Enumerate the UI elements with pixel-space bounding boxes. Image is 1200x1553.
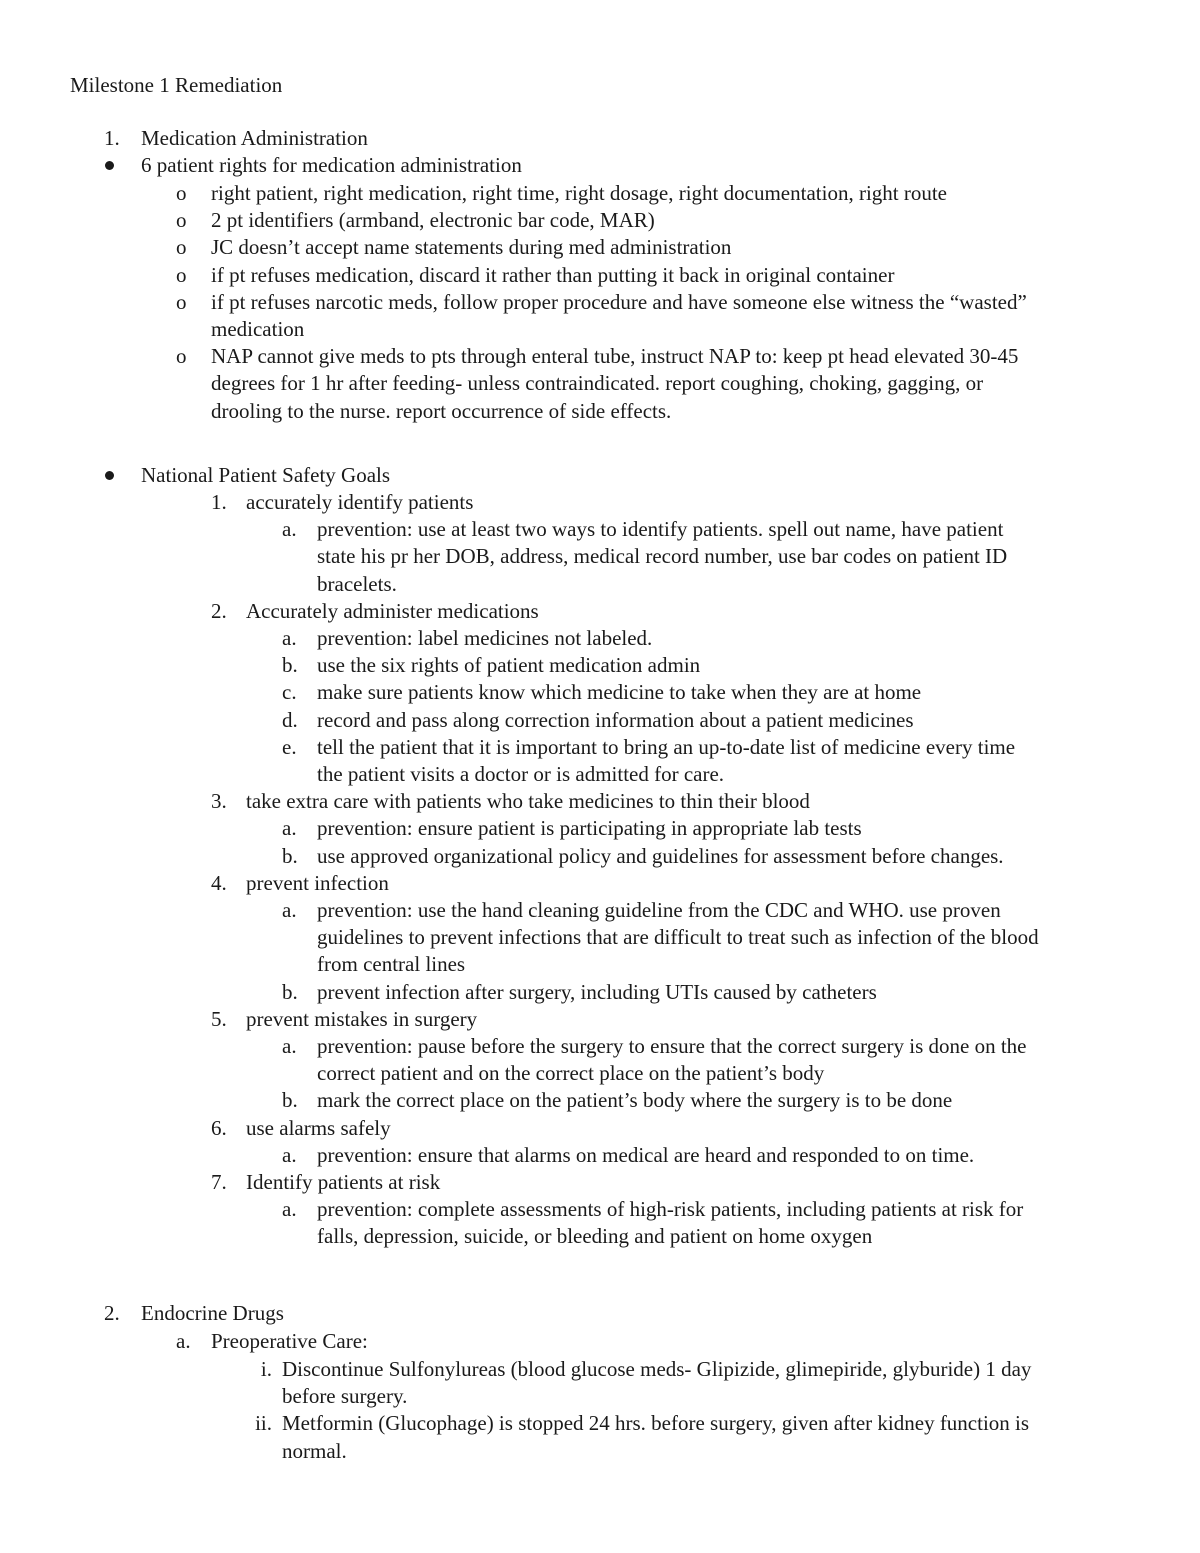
goal-sub-marker: a. <box>282 898 297 922</box>
section-2-number: 2. <box>104 1301 120 1325</box>
endocrine-item-text: Metformin (Glucophage) is stopped 24 hrs. before surgery, given after kidney function is <box>282 1411 1030 1435</box>
section-1-heading: Medication Administration <box>141 126 368 150</box>
goal-sub-text: correct patient and on the correct place on the patient’s body <box>317 1061 825 1085</box>
goal-text: take extra care with patients who take medicines to thin their blood <box>246 789 810 813</box>
goal-sub-text: prevention: label medicines not labeled. <box>317 626 653 650</box>
rights-item-text: right patient, right medication, right time, right dosage, right documentation, right route <box>211 181 948 205</box>
goal-sub-text: prevention: complete assessments of high-risk patients, including patients at risk for <box>317 1197 1024 1221</box>
goal-sub-text: tell the patient that it is important to bring an up-to-date list of medicine every time <box>317 735 1016 759</box>
section-2-heading: Endocrine Drugs <box>141 1301 284 1325</box>
goal-sub-text: guidelines to prevent infections that are difficult to treat such as infection of the blood <box>317 925 1039 949</box>
goal-sub-text: prevention: ensure patient is participating in appropriate lab tests <box>317 816 862 840</box>
goal-sub-marker: a. <box>282 1143 297 1167</box>
circle-bullet-icon: o <box>176 344 187 368</box>
npsg-label: National Patient Safety Goals <box>141 463 391 487</box>
goal-sub-text: make sure patients know which medicine to take when they are at home <box>317 680 922 704</box>
goal-sub-text: prevention: ensure that alarms on medical are heard and responded to on time. <box>317 1143 975 1167</box>
endocrine-item-marker: ii. <box>255 1411 272 1435</box>
goal-sub-text: state his pr her DOB, address, medical record number, use bar codes on patient ID <box>317 544 1008 568</box>
goal-sub-marker: a. <box>282 517 297 541</box>
section-2-sub-heading: Preoperative Care: <box>211 1329 368 1353</box>
goal-sub-marker: b. <box>282 1088 298 1112</box>
goal-sub-text: falls, depression, suicide, or bleeding and patient on home oxygen <box>317 1224 873 1248</box>
goal-sub-text: prevention: use the hand cleaning guideline from the CDC and WHO. use proven <box>317 898 1001 922</box>
bullet-icon <box>105 161 114 170</box>
goal-sub-text: use the six rights of patient medication admin <box>317 653 701 677</box>
goal-text: accurately identify patients <box>246 490 474 514</box>
section-1-number: 1. <box>104 126 120 150</box>
goal-sub-marker: a. <box>282 1034 297 1058</box>
goal-number: 5. <box>211 1007 227 1031</box>
goal-sub-text: prevention: use at least two ways to identify patients. spell out name, have patient <box>317 517 1004 541</box>
goal-sub-marker: a. <box>282 816 297 840</box>
goal-text: Identify patients at risk <box>246 1170 441 1194</box>
rights-item-text: JC doesn’t accept name statements during med administration <box>211 235 732 259</box>
circle-bullet-icon: o <box>176 208 187 232</box>
goal-sub-marker: b. <box>282 844 298 868</box>
rights-item-text: NAP cannot give meds to pts through enteral tube, instruct NAP to: keep pt head elevated 30-45 <box>211 344 1019 368</box>
goal-sub-text: bracelets. <box>317 572 397 596</box>
goal-text: prevent infection <box>246 871 389 895</box>
goal-text: use alarms safely <box>246 1116 391 1140</box>
document-title: Milestone 1 Remediation <box>70 73 283 97</box>
goal-sub-marker: b. <box>282 980 298 1004</box>
goal-sub-text: use approved organizational policy and guidelines for assessment before changes. <box>317 844 1004 868</box>
circle-bullet-icon: o <box>176 290 187 314</box>
endocrine-item-marker: i. <box>260 1357 272 1381</box>
bullet-icon <box>105 471 114 480</box>
goal-sub-marker: a. <box>282 1197 297 1221</box>
goal-number: 7. <box>211 1170 227 1194</box>
goal-number: 6. <box>211 1116 227 1140</box>
section-2-sub-marker: a. <box>176 1329 191 1353</box>
rights-item-text: if pt refuses medication, discard it rather than putting it back in original container <box>211 263 895 287</box>
goal-number: 1. <box>211 490 227 514</box>
goal-sub-marker: e. <box>282 735 297 759</box>
goal-sub-marker: a. <box>282 626 297 650</box>
goal-sub-marker: b. <box>282 653 298 677</box>
circle-bullet-icon: o <box>176 181 187 205</box>
goal-text: Accurately administer medications <box>246 599 539 623</box>
circle-bullet-icon: o <box>176 235 187 259</box>
rights-item-text: drooling to the nurse. report occurrence of side effects. <box>211 399 672 423</box>
goal-sub-marker: c. <box>282 680 297 704</box>
goal-sub-text: from central lines <box>317 952 466 976</box>
goal-sub-text: the patient visits a doctor or is admitted for care. <box>317 762 725 786</box>
goal-number: 2. <box>211 599 227 623</box>
goal-sub-text: record and pass along correction information about a patient medicines <box>317 708 914 732</box>
goal-number: 4. <box>211 871 227 895</box>
rights-item-text: medication <box>211 317 305 341</box>
goal-text: prevent mistakes in surgery <box>246 1007 478 1031</box>
goal-sub-text: prevention: pause before the surgery to ensure that the correct surgery is done on the <box>317 1034 1027 1058</box>
rights-label: 6 patient rights for medication administration <box>141 153 522 177</box>
rights-item-text: if pt refuses narcotic meds, follow proper procedure and have someone else witness the “wasted” <box>211 290 1027 314</box>
rights-item-text: degrees for 1 hr after feeding- unless contraindicated. report coughing, choking, gagging, or <box>211 371 984 395</box>
endocrine-item-text: normal. <box>282 1439 347 1463</box>
goal-number: 3. <box>211 789 227 813</box>
goal-sub-text: prevent infection after surgery, including UTIs caused by catheters <box>317 980 877 1004</box>
goal-sub-text: mark the correct place on the patient’s body where the surgery is to be done <box>317 1088 953 1112</box>
rights-item-text: 2 pt identifiers (armband, electronic bar code, MAR) <box>211 208 655 232</box>
endocrine-item-text: Discontinue Sulfonylureas (blood glucose meds- Glipizide, glimepiride, glyburide) 1 day <box>282 1357 1032 1381</box>
endocrine-item-text: before surgery. <box>282 1384 408 1408</box>
circle-bullet-icon: o <box>176 263 187 287</box>
goal-sub-marker: d. <box>282 708 298 732</box>
